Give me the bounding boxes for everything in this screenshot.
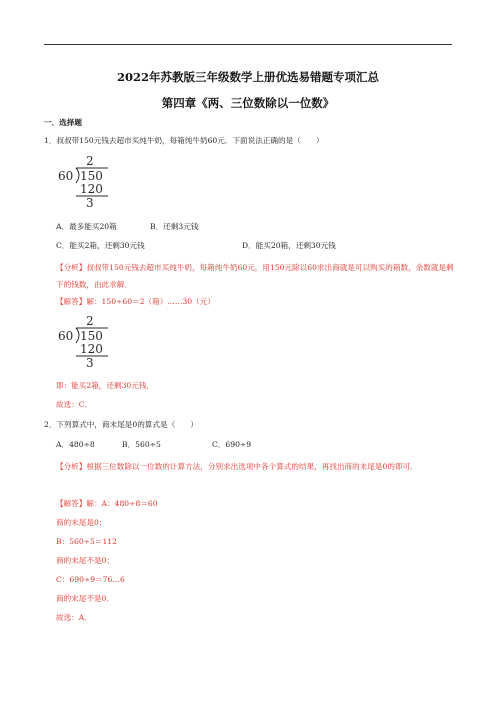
svg-text:150: 150 xyxy=(80,329,103,343)
q1-option-c: C．能买2箱，还剩30元钱 xyxy=(56,241,145,250)
svg-text:3: 3 xyxy=(86,356,94,369)
q1-option-b: B．还剩3元钱 xyxy=(150,222,199,231)
svg-text:60: 60 xyxy=(58,329,74,343)
division-quotient: 2 xyxy=(86,154,94,168)
q1-conclusion: 即：能买2箱，还剩30元钱． xyxy=(56,381,155,390)
division-dividend: 150 xyxy=(80,169,103,183)
q1-long-division xyxy=(56,153,116,209)
section-heading: 一．选择题 xyxy=(44,118,82,127)
q1-analysis: 【分析】叔叔带150元钱去超市买纯牛奶，每箱纯牛奶60元，用150元除以60求出商就是可以购买的箱数，余数就是剩下的钱数，由此求解． xyxy=(56,263,454,289)
q1-question: 1．叔叔带150元钱去超市买纯牛奶，每箱纯牛奶60元．下面说法正确的是（ ） xyxy=(44,136,324,145)
q1-choice: 故选：C． xyxy=(56,400,93,409)
q1-option-a: A．最多能买20箱 xyxy=(56,222,117,231)
q2-calc-b: B：560÷5＝112 xyxy=(56,537,117,546)
division-divisor: 60 xyxy=(58,169,74,183)
q2-option-a: A．480÷8 xyxy=(56,440,95,449)
q2-question: 2．下列算式中，商末尾是0的算式是（ ） xyxy=(44,420,198,429)
division-remainder: 3 xyxy=(86,196,94,209)
document-title: 2022年苏教版三年级数学上册优选易错题专项汇总 xyxy=(116,70,379,84)
q2-choice: 故选：A． xyxy=(56,613,92,622)
q2-option-c: C．690÷9 xyxy=(212,440,252,449)
division-product: 120 xyxy=(80,182,103,196)
q2-calc-c: C：690÷9＝76…6 xyxy=(56,575,125,584)
q2-line-c: 商的末尾不是0． xyxy=(56,594,114,603)
q1-answer-long-division xyxy=(56,313,116,369)
q2-line-a: 商的末尾是0； xyxy=(56,518,107,527)
svg-text:120: 120 xyxy=(80,342,103,356)
q2-analysis: 【分析】根据三位数除以一位数的计算方法，分别求出选项中各个算式的结果，再找出商的末尾是0的即可． xyxy=(56,462,418,471)
q2-answer: 【解答】解：A：480÷8＝60 xyxy=(56,499,158,508)
q2-option-b: B．560÷5 xyxy=(122,440,161,449)
q2-line-b: 商的末尾不是0； xyxy=(56,556,114,565)
q1-option-d: D．能买20箱，还剩30元钱 xyxy=(242,241,336,250)
chapter-title: 第四章《两、三位数除以一位数》 xyxy=(161,96,335,110)
header-rule xyxy=(44,44,452,45)
svg-text:2: 2 xyxy=(86,314,94,328)
q1-answer: 【解答】解：150÷60＝2（箱）……30（元） xyxy=(56,297,215,306)
